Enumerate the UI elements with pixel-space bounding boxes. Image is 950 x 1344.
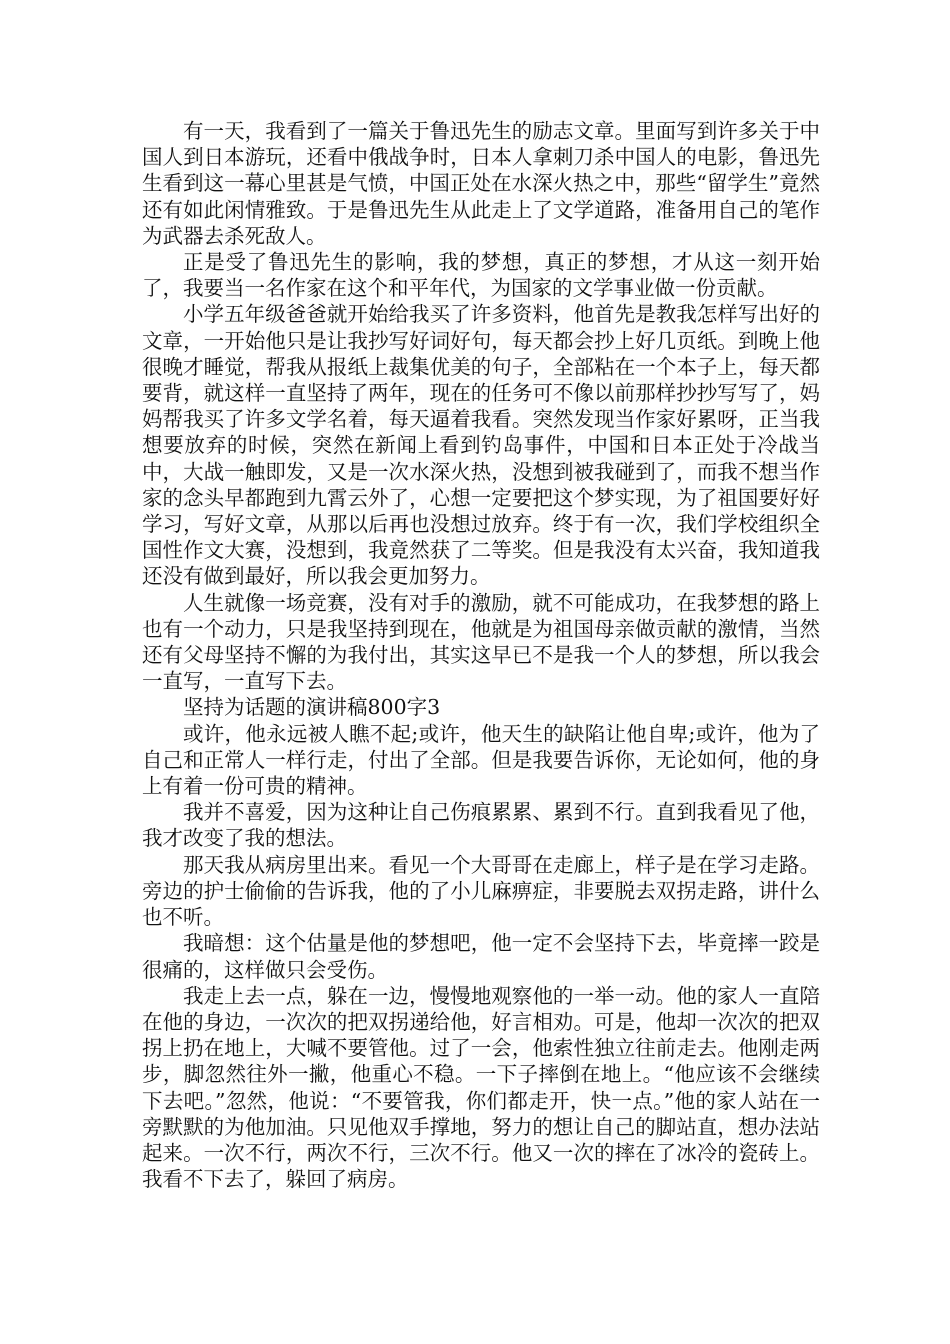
section-title: 坚持为话题的演讲稿800字3 bbox=[183, 695, 441, 720]
paragraph-8: 我暗想：这个估量是他的梦想吧，他一定不会坚持下去，毕竟摔一跤是很痛的，这样做只会受伤。 bbox=[142, 931, 820, 982]
paragraph-3: 小学五年级爸爸就开始给我买了许多资料，他首先是教我怎样写出好的文章，一开始他只是让我抄写好词好句，每天都会抄上好几页纸。到晚上他很晚才睡觉，帮我从报纸上裁集优美的句子，全部粘在一个本子上，每天都要背，就这样一直坚持了两年，现在的任务可不像以前那样抄抄写写了，妈妈帮我买了许多文学名着，每天逼着我看。突然发现当作家好累呀，正当我想要放弃的时候，突然在新闻上看到钓岛事件，中国和日本正处于冷战当中，大战一触即发，又是一次水深火热，没想到被我碰到了，而我不想当作家的念头早都跑到九霄云外了，心想一定要把这个梦实现，为了祖国要好好学习，写好文章，从那以后再也没想过放弃。终于有一次，我们学校组织全国性作文大赛，没想到，我竟然获了二等奖。但是我没有太兴奋，我知道我还没有做到最好，所以我会更加努力。 bbox=[142, 302, 820, 589]
document-body bbox=[142, 118, 820, 1192]
paragraph-1: 有一天，我看到了一篇关于鲁迅先生的励志文章。里面写到许多关于中国人到日本游玩，还看中俄战争时，日本人拿刺刀杀中国人的电影，鲁迅先生看到这一幕心里甚是气愤，中国正处在水深火热之中，那些“留学生”竟然还有如此闲情雅致。于是鲁迅先生从此走上了文学道路，准备用自己的笔作为武器去杀死敌人。 bbox=[142, 119, 820, 248]
paragraph-4: 人生就像一场竞赛，没有对手的激励，就不可能成功，在我梦想的路上也有一个动力，只是我坚持到现在，他就是为祖国母亲做贡献的激情，当然还有父母坚持不懈的为我付出，其实这早已不是我一个人的梦想，所以我会一直写，一直写下去。 bbox=[142, 590, 820, 694]
paragraph-7: 那天我从病房里出来。看见一个大哥哥在走廊上，样子是在学习走路。旁边的护士偷偷的告诉我，他的了小儿麻痹症，非要脱去双拐走路，讲什么也不听。 bbox=[142, 852, 820, 930]
paragraph-9: 我走上去一点，躲在一边，慢慢地观察他的一举一动。他的家人一直陪在他的身边，一次次的把双拐递给他，好言相劝。可是，他却一次次的把双拐上扔在地上，大喊不要管他。过了一会，他索性独立往前走去。他刚走两步，脚忽然往外一撇，他重心不稳。一下子摔倒在地上。“他应该不会继续下去吧。”忽然，他说：“不要管我，你们都走开，快一点。”他的家人站在一旁默默的为他加油。只见他双手撑地，努力的想让自己的脚站直，想办法站起来。一次不行，两次不行，三次不行。他又一次的摔在了冰冷的瓷砖上。我看不下去了，躲回了病房。 bbox=[142, 983, 820, 1192]
paragraph-6: 我并不喜爱，因为这种让自己伤痕累累、累到不行。直到我看见了他，我才改变了我的想法。 bbox=[142, 800, 820, 851]
paragraph-5: 或许，他永远被人瞧不起;或许，他天生的缺陷让他自卑;或许，他为了自己和正常人一样行走，付出了全部。但是我要告诉你，无论如何，他的身上有着一份可贵的精神。 bbox=[142, 721, 820, 799]
paragraph-2: 正是受了鲁迅先生的影响，我的梦想，真正的梦想，才从这一刻开始了，我要当一名作家在这个和平年代，为国家的文学事业做一份贡献。 bbox=[142, 250, 820, 301]
